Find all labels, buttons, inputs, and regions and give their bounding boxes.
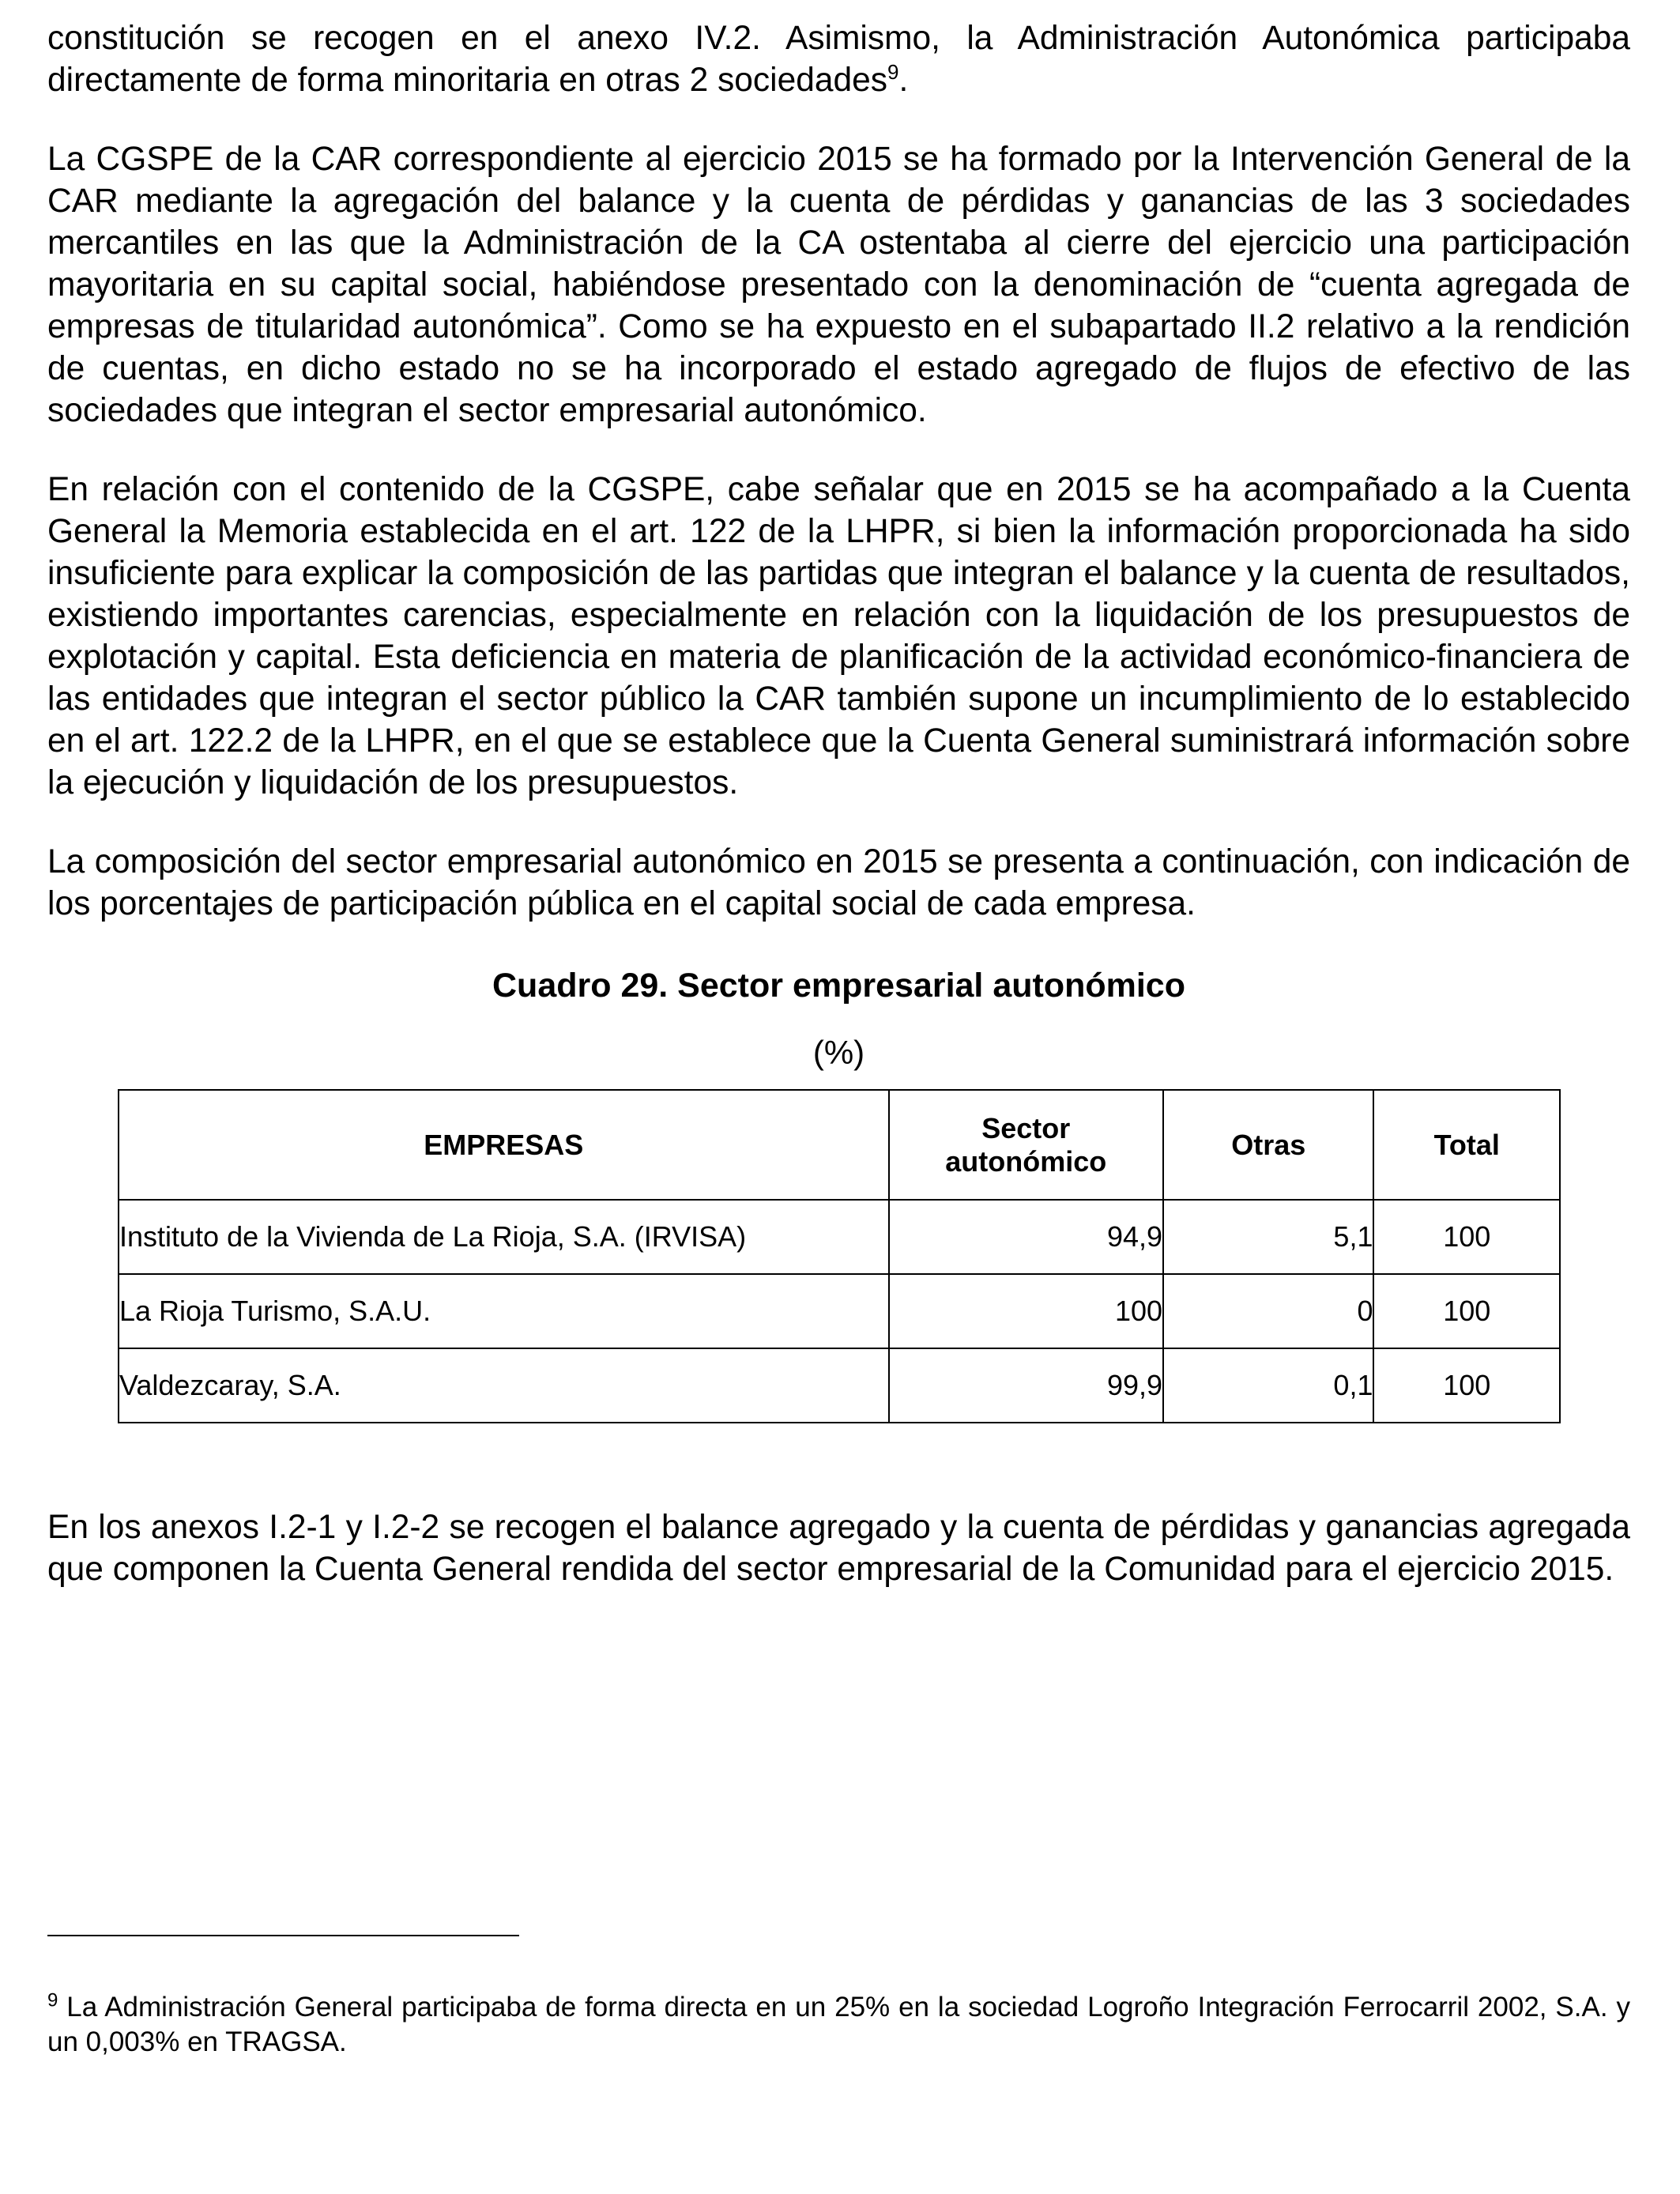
cell-otras: 5,1 [1163,1200,1373,1274]
header-otras: Otras [1163,1090,1373,1200]
cell-otras: 0,1 [1163,1348,1373,1423]
table-caption: Cuadro 29. Sector empresarial autonómico [492,967,1185,1005]
header-sector-line1: Sector [981,1111,1071,1144]
footnote [47,1990,1630,2060]
paragraph-5: En los anexos I.2-1 y I.2-2 se recogen el balance agregado y la cuenta de pérdidas y ganancias agregada que componen la Cuenta General rendida del sector empresarial de la Comunidad para el ejercicio 2015. [47,1509,1630,1588]
cell-sector: 99,9 [889,1348,1164,1423]
cell-total: 100 [1373,1274,1560,1348]
document-page [47,17,1630,1590]
paragraph-1-end: . [898,62,909,99]
paragraph-1 [47,17,1630,101]
cell-sector: 100 [889,1274,1164,1348]
paragraph-2: La CGSPE de la CAR correspondiente al ejercicio 2015 se ha formado por la Intervención General de la CAR mediante la agregación del balance y la cuenta de pérdidas y ganancias de las 3 sociedades mercantiles en las que la Administración de la CA ostentaba al cierre del ejercicio una participación mayoritaria en su capital social, habiéndose presentado con la denominación de “cuenta agregada de empresas de titularidad autonómica”. Como se ha expuesto en el subapartado II.2 relativo a la rendición de cuentas, en dicho estado no se ha incorporado el estado agregado de flujos de efectivo de las sociedades que integran el sector empresarial autonómico. [47,141,1630,429]
cell-total: 100 [1373,1200,1560,1274]
footnote-separator [47,1935,519,1936]
companies-table [118,1089,1561,1423]
table-header-row [119,1090,1560,1200]
header-sector-autonomico [889,1090,1164,1200]
paragraph-4: La composición del sector empresarial autonómico en 2015 se presenta a continuación, con indicación de los porcentajes de participación pública en el capital social de cada empresa. [47,843,1630,922]
paragraph-1-text: constitución se recogen en el anexo IV.2. Asimismo, la Administración Autonómica participaba directamente de forma minoritaria en otras 2 sociedades [47,20,1630,99]
table-unit: (%) [812,1034,865,1071]
footnote-reference: 9 [887,59,899,84]
footnote-text: La Administración General participaba de forma directa en un 25% en la sociedad Logroño Integración Ferrocarril 2002, S.A. y un 0,003% en TRAGSA. [47,1992,1630,2057]
header-sector-line2: autonómico [945,1144,1107,1178]
paragraph-3: En relación con el contenido de la CGSPE, cabe señalar que en 2015 se ha acompañado a la Cuenta General la Memoria establecida en el art. 122 de la LHPR, si bien la información proporcionada ha sido insuficiente para explicar la composición de las partidas que integran el balance y la cuenta de resultados, existiendo importantes carencias, especialmente en relación con la liquidación de los presupuestos de explotación y capital. Esta deficiencia en materia de planificación de la actividad económico-financiera de las entidades que integran el sector público la CAR también supone un incumplimiento de lo establecido en el art. 122.2 de la LHPR, en el que se establece que la Cuenta General suministrará información sobre la ejecución y liquidación de los presupuestos. [47,471,1630,801]
table-row [119,1200,1560,1274]
cell-sector: 94,9 [889,1200,1164,1274]
header-total: Total [1373,1090,1560,1200]
cell-total: 100 [1373,1348,1560,1423]
table-row [119,1348,1560,1423]
cell-empresa: La Rioja Turismo, S.A.U. [119,1274,889,1348]
header-empresas: EMPRESAS [119,1090,889,1200]
table-row [119,1274,1560,1348]
cell-empresa: Instituto de la Vivienda de La Rioja, S.A. (IRVISA) [119,1200,889,1274]
cell-empresa: Valdezcaray, S.A. [119,1348,889,1423]
footnote-number: 9 [47,1989,58,2011]
cell-otras: 0 [1163,1274,1373,1348]
